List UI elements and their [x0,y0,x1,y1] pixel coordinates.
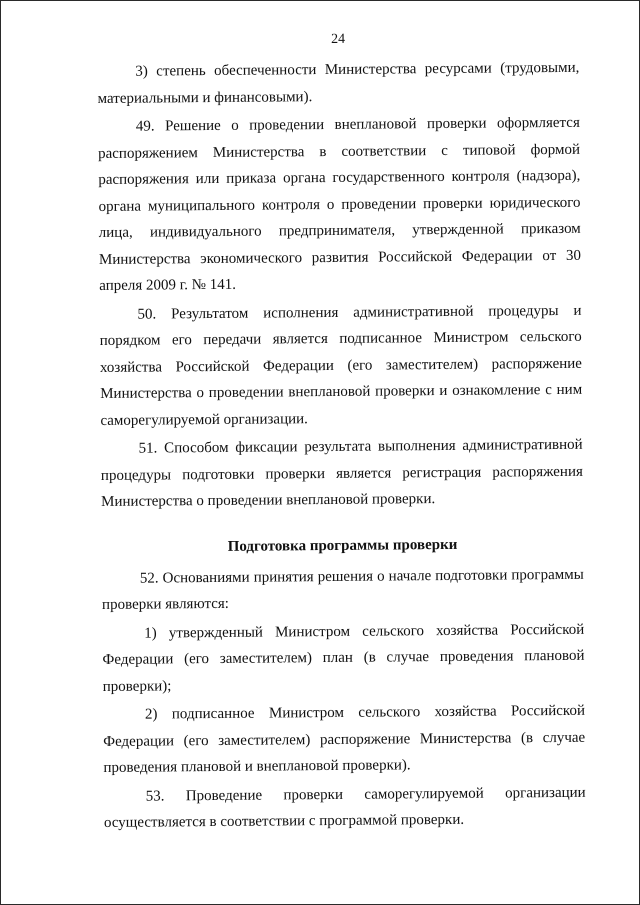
paragraph-53: 53. Проведение проверки саморегулируемой организации осуществляется в соответствии с программой проверки. [103,784,586,831]
page-content [97,27,586,839]
paragraph-item-3: 3) степень обеспеченности Министерства ресурсами (трудовыми, материальными и финансовыми). [97,59,580,107]
paragraph-50: 50. Результатом исполнения административной процедуры и порядком его передачи является подписанное Министром сельского хозяйства Российской Федерации (его заместителем) распоряжение Министерства о проведении внеплановой проверки и ознакомление с ним саморегулируемой организации. [99,302,583,429]
section-heading: Подготовка программы проверки [227,536,458,555]
paragraph-52: 52. Основаниями принятия решения о начале подготовки программы проверки являются: [101,566,584,613]
page-number: 24 [331,31,346,47]
paragraph-52-item-2: 2) подписанное Министром сельского хозяйства Российской Федерации (его заместителем) распоряжение Министерства (в случае проведения плановой и внеплановой проверки). [103,702,586,776]
paragraph-52-item-1: 1) утвержденный Министром сельского хозяйства Российской Федерации (его заместителем) план (в случае проведения плановой проверки); [102,621,585,695]
paragraph-49: 49. Решение о проведении внеплановой проверки оформляется распоряжением Министерства в соответствии с типовой формой распоряжения или приказа органа государственного контроля (надзора), органа муниципального контроля о проведении проверки юридического лица, индивидуального предпринимателя, утвержденной приказом Министерства экономического развития Российской Федерации от 30 апреля 2009 г. № 141. [97,114,582,294]
paragraph-51: 51. Способом фиксации результата выполнения административной процедуры подготовки проверки является регистрация распоряжения Министерства о проведении внеплановой проверки. [100,436,583,510]
